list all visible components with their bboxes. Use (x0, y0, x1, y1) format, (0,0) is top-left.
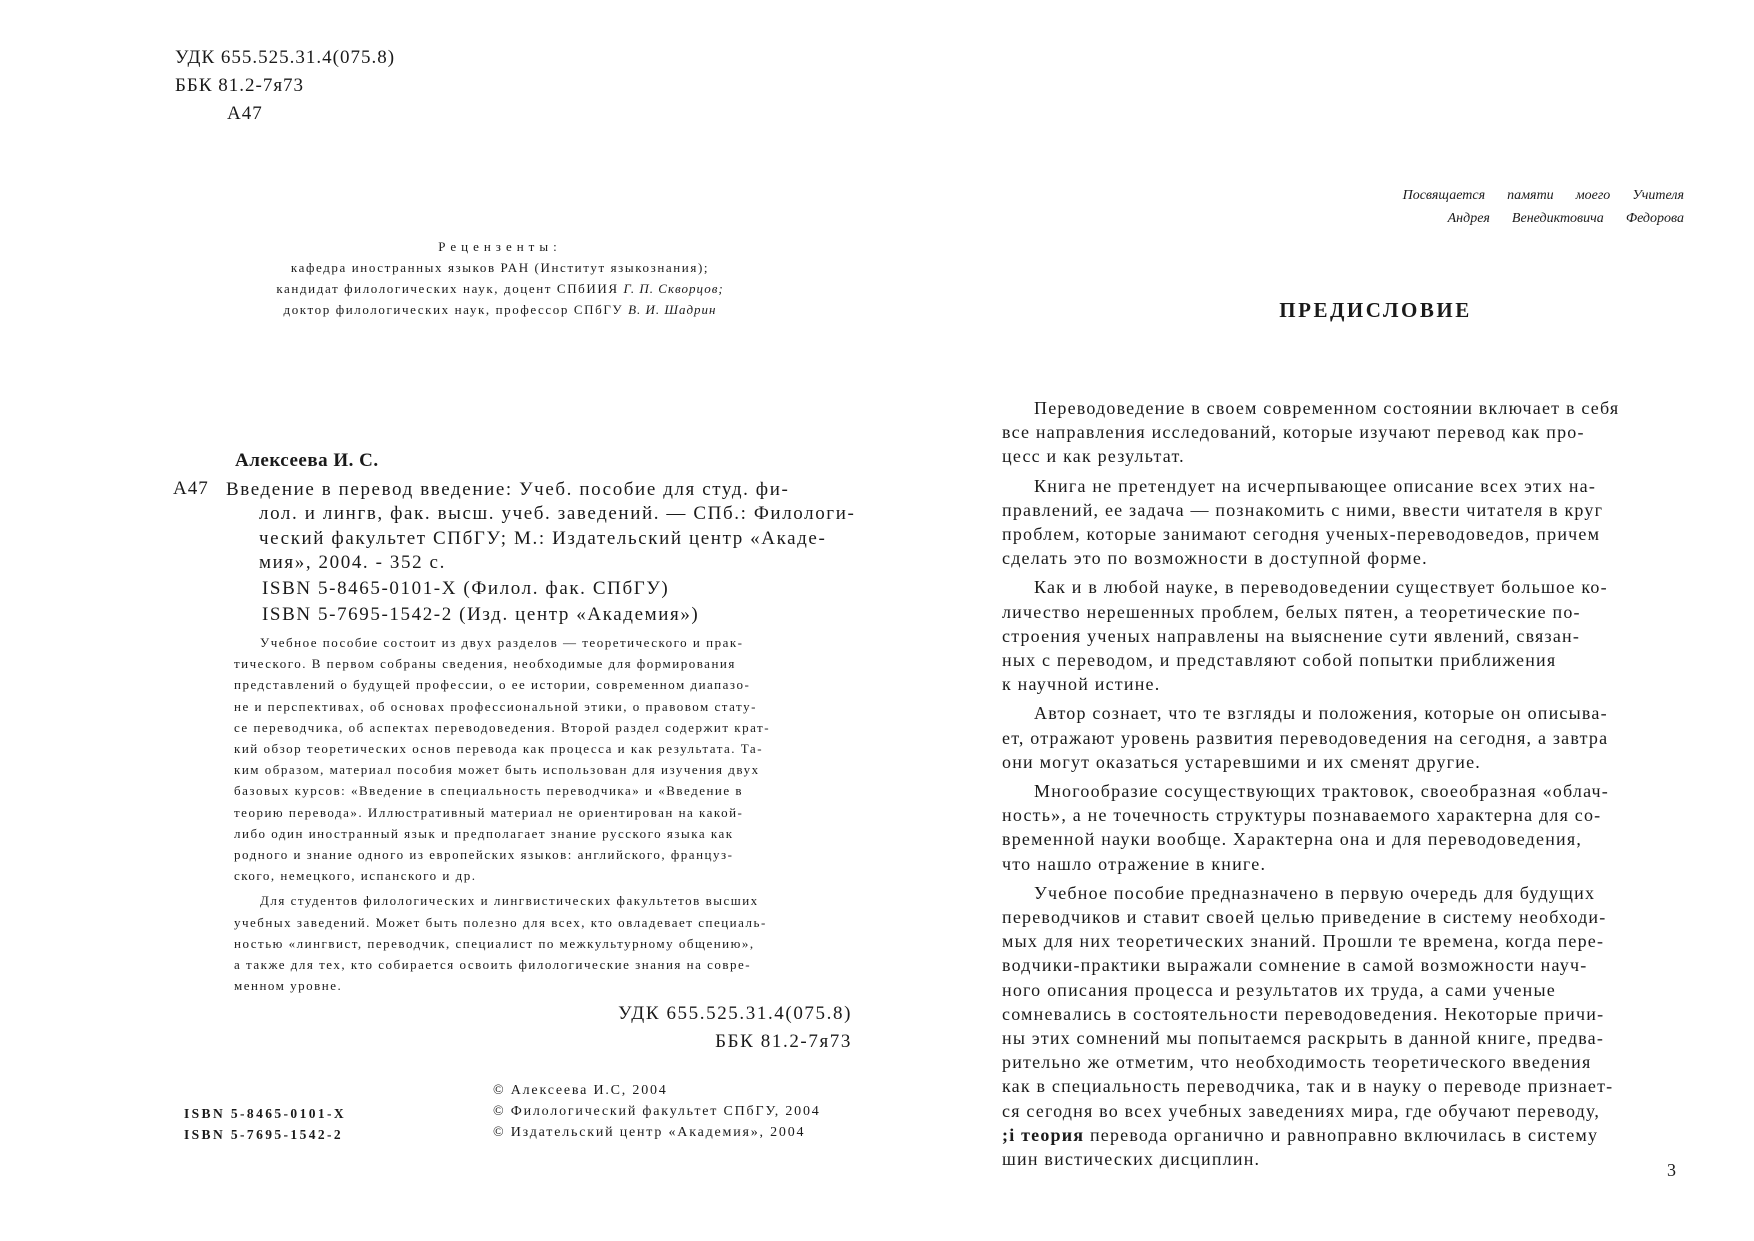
reviewer-text: доктор филологических наук, профессор СПбГУ (283, 302, 629, 317)
isbn-line: ISBN 5-8465-0101-Х (Филол. фак. СПбГУ) (262, 578, 670, 599)
annotation-line: родного и знание одного из европейских языков: английского, француз- (234, 847, 734, 863)
reviewer-line: кафедра иностранных языков РАН (Институт языкознания); (290, 260, 710, 275)
isbn-block (184, 1103, 346, 1145)
bbk-code: ББК 81.2-7я73 (175, 75, 305, 96)
annotation-line: тического. В первом собраны сведения, необходимые для формирования (234, 656, 736, 672)
dedication-word: моего (1575, 188, 1611, 203)
dedication-word: Андрея (1447, 211, 1490, 226)
dedication-line (1403, 207, 1684, 230)
preface-line: Автор сознает, что те взгляды и положения, которые он описыва- (1034, 703, 1608, 724)
preface-title (877, 298, 1754, 323)
biblio-line: Введение в перевод введение: Учеб. пособие для студ. фи- (226, 479, 790, 500)
annotation-line: учебных заведений. Может быть полезно для всех, кто овладевает специаль- (234, 914, 767, 930)
preface-line: ность», а не точечность структуры познаваемого характерна для со- (1002, 805, 1602, 826)
dedication-word: Федорова (1625, 211, 1684, 226)
preface-line: мых для них теоретических знаний. Прошли те времена, когда пере- (1002, 931, 1605, 952)
preface-line: строения ученых направлены на выяснение сути явлений, связан- (1002, 625, 1581, 646)
right-page (877, 0, 1754, 1241)
copyright-line: © Филологический факультет СПбГУ, 2004 (493, 1104, 821, 1119)
preface-line: ся сегодня во всех учебных заведениях мира, где обучают переводу, (1002, 1100, 1601, 1121)
dedication-word: Учителя (1632, 188, 1684, 203)
annotation-line: Учебное пособие состоит из двух разделов — теоретического и прак- (260, 635, 744, 650)
preface-paragraph (1002, 701, 1672, 774)
preface-line: водчики-практики выражали сомнение в самой возможности науч- (1002, 955, 1588, 976)
reviewer-name: Г. П. Скворцов; (623, 281, 724, 296)
author-mark: А47 (227, 103, 263, 124)
biblio-line: мия», 2004. - 352 с. (259, 552, 446, 574)
dedication-word: памяти (1507, 188, 1554, 203)
preface-paragraph (1002, 881, 1672, 1171)
preface-line: цесс и как результат. (1002, 446, 1185, 467)
reviewer-name: В. И. Шадрин (628, 302, 717, 317)
preface-line: что нашло отражение в книге. (1002, 853, 1267, 874)
dedication-line (1403, 184, 1684, 207)
catalog-index: А47 (173, 478, 209, 499)
bibliographic-description (226, 478, 856, 576)
preface-line: они могут оказаться устаревшими и их сменят другие. (1002, 751, 1481, 772)
copyright-block (493, 1080, 821, 1143)
biblio-line: лол. и лингв, фак. высш. учеб. заведений. — СПб.: Филологи- (259, 503, 856, 525)
annotation-paragraph (234, 632, 854, 886)
preface-paragraph (1002, 575, 1672, 696)
annotation-line: се переводчика, об аспектах переводоведения. Второй раздел содержит крат- (234, 719, 771, 735)
isbn-publisher-lines (262, 576, 699, 628)
annotation-line: теорию перевода». Иллюстративный материал не ориентирован на какой- (234, 804, 744, 820)
dedication-word: Венедиктовича (1511, 211, 1604, 226)
isbn-line: ISBN 5-7695-1542-2 (Изд. центр «Академия») (262, 604, 700, 625)
page-number: 3 (1667, 1160, 1676, 1180)
annotation-line: не и перспективах, об основах профессиональной этики, о правовом стату- (234, 698, 757, 714)
preface-line-rest: перевода органично и равноправно включилась в систему (1084, 1124, 1599, 1145)
isbn-number: ISBN 5-8465-0101-X (184, 1106, 347, 1121)
annotation-line: Для студентов филологических и лингвистических факультетов высших (260, 893, 759, 909)
udk-code: УДК 655.525.31.4(075.8) (175, 47, 396, 68)
annotation-line: ностью «лингвист, переводчик, специалист по межкультурному общению», (234, 935, 755, 951)
annotation-line: базовых курсов: «Введение в специальность переводчика» и «Введение в (234, 783, 744, 799)
reviewer-line (200, 299, 800, 320)
annotation-line: ким образом, материал пособия может быть использован для изучения двух (234, 762, 760, 778)
bbk-code: ББК 81.2-7я73 (715, 1031, 852, 1052)
annotation-line: а также для тех, кто собирается освоить филологические знания на совре- (234, 957, 752, 973)
preface-line: ет, отражают уровень развития переводоведения на сегодня, а завтра (1002, 727, 1609, 748)
preface-line (1002, 1123, 1672, 1147)
preface-line: Многообразие сосуществующих трактовок, своеобразная «облач- (1034, 781, 1609, 802)
classification-codes-bottom (618, 1000, 852, 1056)
preface-line: временной науки вообще. Характерна она и для переводоведения, (1002, 829, 1583, 850)
biblio-line: ческий факультет СПбГУ; М.: Издательский центр «Акаде- (259, 527, 827, 549)
dedication (1403, 184, 1684, 230)
preface-paragraph (1002, 474, 1672, 571)
reviewers-block (200, 236, 800, 320)
preface-body (1002, 396, 1672, 1176)
preface-line: рительно же отметим, что необходимость теоретического введения (1002, 1052, 1592, 1073)
annotation-line: ского, немецкого, испанского и др. (234, 868, 477, 884)
preface-bold-fragment: ;i теория (1002, 1124, 1085, 1145)
preface-line: личество нерешенных проблем, белых пятен, а теоретические по- (1002, 601, 1581, 622)
preface-title-text: ПРЕДИСЛОВИЕ (1279, 298, 1472, 322)
copyright-line: © Алексеева И.С, 2004 (493, 1083, 668, 1098)
preface-line: сомневались в состоятельности переводоведения. Некоторые причи- (1002, 1003, 1605, 1024)
annotation-line: кий обзор теоретических основ перевода как процесса и как результата. Та- (234, 741, 764, 757)
udk-code: УДК 655.525.31.4(075.8) (618, 1003, 852, 1024)
classification-codes-top (175, 44, 395, 128)
preface-line: Как и в любой науке, в переводоведении существует большое ко- (1034, 577, 1608, 598)
annotation-paragraph (234, 890, 854, 996)
preface-line: Учебное пособие предназначено в первую очередь для будущих (1034, 882, 1596, 903)
reviewer-text: кандидат филологических наук, доцент СПбИИЯ (276, 281, 624, 296)
preface-line: проблем, которые занимают сегодня ученых-переводоведов, причем (1002, 524, 1601, 545)
preface-line: сделать это по возможности в доступной форме. (1002, 548, 1428, 569)
preface-line: Книга не претендует на исчерпывающее описание всех этих на- (1034, 475, 1597, 496)
preface-line: ны этих сомнений мы попытаемся раскрыть в данной книге, предва- (1002, 1028, 1605, 1049)
preface-line: как в специальность переводчика, так и в науку о переводе признает- (1002, 1076, 1614, 1097)
reviewers-header: Рецензенты: (438, 239, 562, 254)
preface-line: ных с переводом, и представляют собой попытки приближения (1002, 650, 1557, 671)
annotation-line: либо один иностранный язык и предполагает знание русского языка как (234, 825, 734, 841)
dedication-word: Посвящается (1402, 188, 1486, 203)
preface-line: ного описания процесса и результатов их труда, а сами ученые (1002, 979, 1556, 1000)
isbn-number: ISBN 5-7695-1542-2 (184, 1127, 344, 1142)
annotation-line: менном уровне. (234, 978, 343, 994)
reviewer-line (200, 278, 800, 299)
author-name: Алексеева И. С. (235, 450, 379, 471)
preface-line: Переводоведение в своем современном состоянии включает в себя (1034, 398, 1620, 418)
preface-line: переводчиков и ставит своей целью приведение в систему необходи- (1002, 907, 1607, 928)
annotation (234, 632, 854, 996)
preface-paragraph (1002, 779, 1672, 876)
preface-line: шин вистических дисциплин. (1002, 1149, 1261, 1170)
preface-line: к научной истине. (1002, 674, 1161, 695)
preface-line: все направления исследований, которые изучают перевод как про- (1002, 422, 1585, 443)
copyright-line: © Издательский центр «Академия», 2004 (493, 1125, 806, 1140)
preface-paragraph (1002, 396, 1672, 469)
preface-line: правлений, ее задача — познакомить с ними, ввести читателя в круг (1002, 499, 1604, 520)
annotation-line: представлений о будущей профессии, о ее истории, современном диапазо- (234, 677, 751, 693)
